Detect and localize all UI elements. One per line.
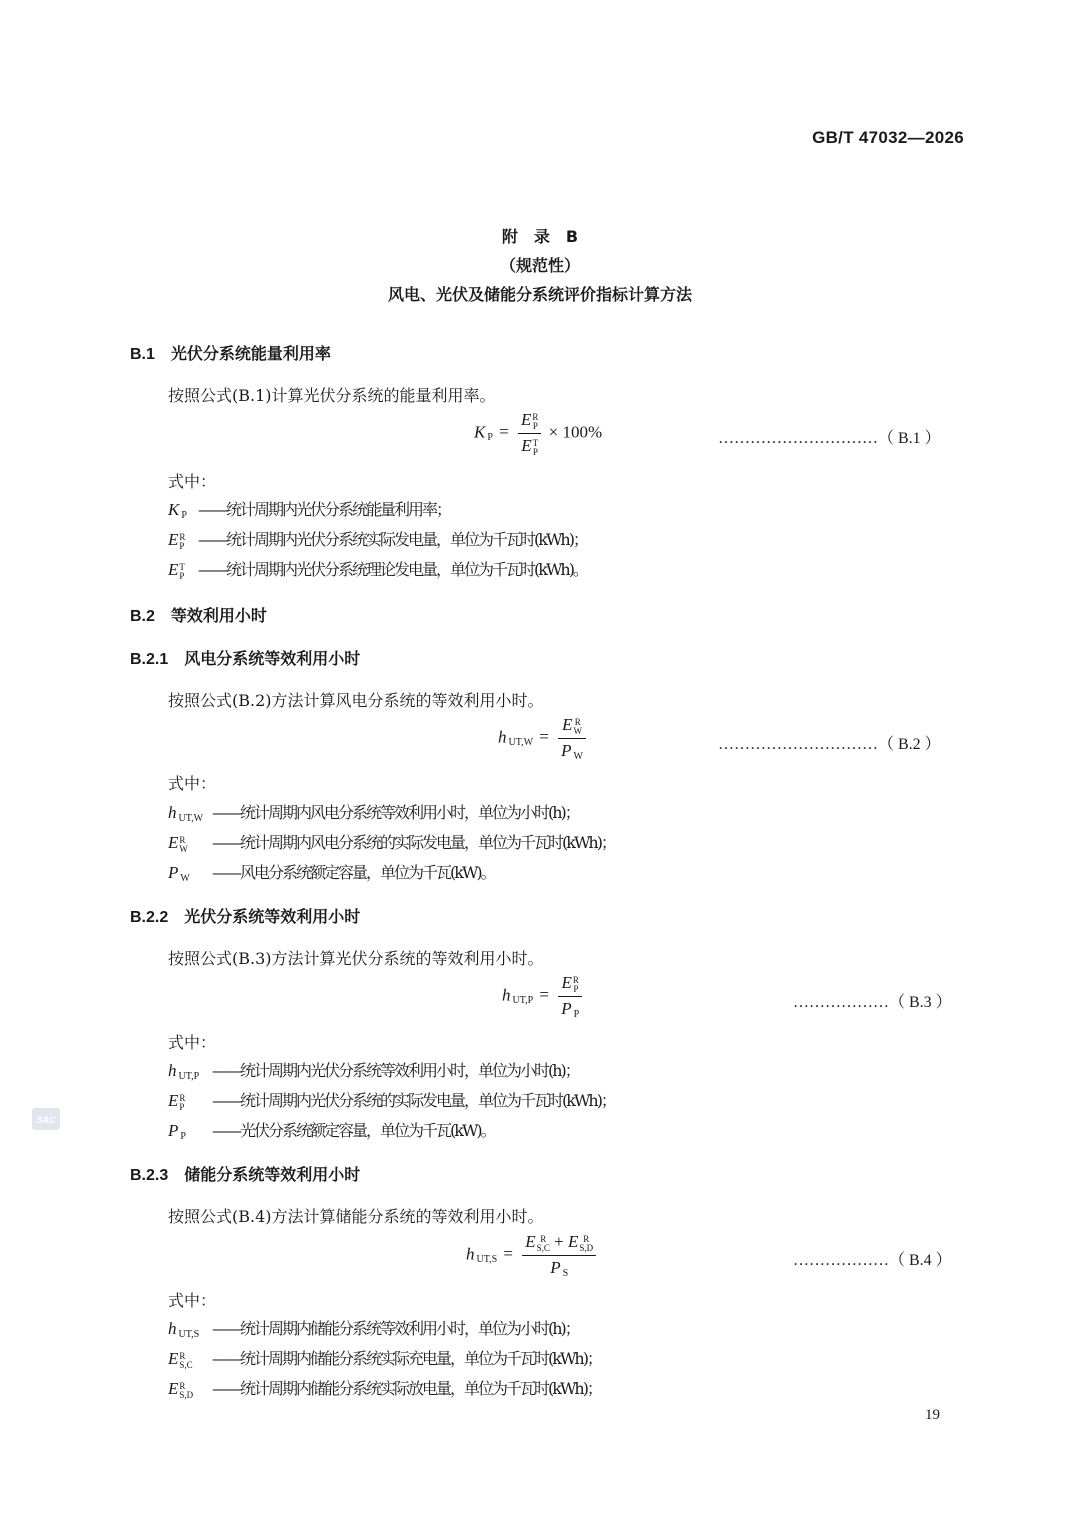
where-label: 式中：	[168, 1291, 217, 1310]
definition-hutp: h $_{UT,P}$ ——统计周期内光伏分系统等效利用小时，单位为小时(h)；	[168, 1061, 579, 1082]
section-number: B.2.2	[130, 909, 169, 926]
paragraph-b1-intro: 按照公式(B.1)计算光伏分系统的能量利用率。	[168, 386, 496, 405]
annex-type: （规范性）	[499, 256, 580, 275]
equation-number-b2: …………………………（ B.2 ）	[718, 736, 941, 753]
section-number: B.1	[130, 346, 155, 363]
paragraph-b21-intro: 按照公式(B.2)方法计算风电分系统的等效利用小时。	[168, 691, 544, 710]
paragraph-b22-intro: 按照公式(B.3)方法计算光伏分系统的等效利用小时。	[168, 949, 544, 968]
section-heading-b1	[130, 341, 331, 364]
equation-number-b4: ………………（ B.4 ）	[793, 1252, 952, 1269]
equation-number-b3: ………………（ B.3 ）	[793, 994, 952, 1011]
where-label: 式中：	[168, 774, 217, 793]
section-heading-b2	[130, 603, 267, 626]
formula-b2: h $_{UT,W}$ = E R W P $_W$	[498, 715, 589, 762]
formula-b4: h $_{UT,S}$ = E R S,C + E R S,D P $_S$	[466, 1232, 599, 1279]
fraction: E R S,C + E R S,D P $_S$	[522, 1232, 596, 1279]
section-title: 光伏分系统能量利用率	[170, 344, 331, 363]
where-label: 式中：	[168, 472, 217, 491]
section-heading-b22	[130, 904, 360, 927]
annex-label: 附 录 B	[501, 227, 579, 246]
definition-esd-r: E R S,D ——统计周期内储能分系统实际放电量，单位为千瓦时(kWh)；	[168, 1379, 601, 1400]
definition-ep-r: E R P ——统计周期内光伏分系统实际发电量，单位为千瓦时(kWh)；	[168, 530, 587, 551]
definition-esc-r: E R S,C ——统计周期内储能分系统实际充电量，单位为千瓦时(kWh)；	[168, 1349, 601, 1370]
fraction: E R P P $_P$	[558, 973, 582, 1020]
sac-watermark-logo	[32, 1108, 60, 1130]
formula-b1: K $_P$ = E R P E T P × 100%	[474, 410, 603, 457]
page-number: 19	[925, 1407, 940, 1423]
definition-kp: K $_P$ ——统计周期内光伏分系统能量利用率；	[168, 500, 451, 521]
section-heading-b23	[130, 1162, 360, 1185]
section-title: 风电分系统等效利用小时	[184, 649, 361, 668]
section-heading-b21	[130, 646, 360, 669]
paragraph-b23-intro: 按照公式(B.4)方法计算储能分系统的等效利用小时。	[168, 1207, 544, 1226]
fraction: E R P E T P	[518, 410, 541, 457]
section-title: 光伏分系统等效利用小时	[184, 907, 361, 926]
definition-huts: h $_{UT,S}$ ——统计周期内储能分系统等效利用小时，单位为小时(h)；	[168, 1319, 579, 1340]
section-title: 储能分系统等效利用小时	[184, 1165, 361, 1184]
definition-pp: P $_P$ ——光伏分系统额定容量，单位为千瓦(kW)。	[168, 1121, 495, 1142]
document-code: GB/T 47032—2026	[812, 128, 964, 147]
definition-hutw: h $_{UT,W}$ ——统计周期内风电分系统等效利用小时，单位为小时(h)；	[168, 803, 579, 824]
formula-b3: h $_{UT,P}$ = E R P P $_P$	[502, 973, 585, 1020]
section-number: B.2.1	[130, 651, 169, 668]
equation-number-b1: …………………………（ B.1 ）	[718, 430, 941, 447]
section-title: 等效利用小时	[170, 606, 267, 625]
definition-ep-r2: E R P ——统计周期内光伏分系统的实际发电量，单位为千瓦时(kWh)；	[168, 1091, 615, 1112]
svg-text:SAC: SAC	[36, 1115, 56, 1125]
definition-ep-t: E T P ——统计周期内光伏分系统理论发电量，单位为千瓦时(kWh)。	[168, 560, 587, 581]
definition-ew-r: E R W ——统计周期内风电分系统的实际发电量，单位为千瓦时(kWh)；	[168, 833, 615, 854]
annex-title: 风电、光伏及储能分系统评价指标计算方法	[387, 285, 692, 304]
fraction: E R W P $_W$	[558, 715, 586, 762]
section-number: B.2.3	[130, 1167, 169, 1184]
section-number: B.2	[130, 608, 155, 625]
where-label: 式中：	[168, 1033, 217, 1052]
definition-pw: P $_W$ ——风电分系统额定容量，单位为千瓦(kW)。	[168, 863, 495, 884]
